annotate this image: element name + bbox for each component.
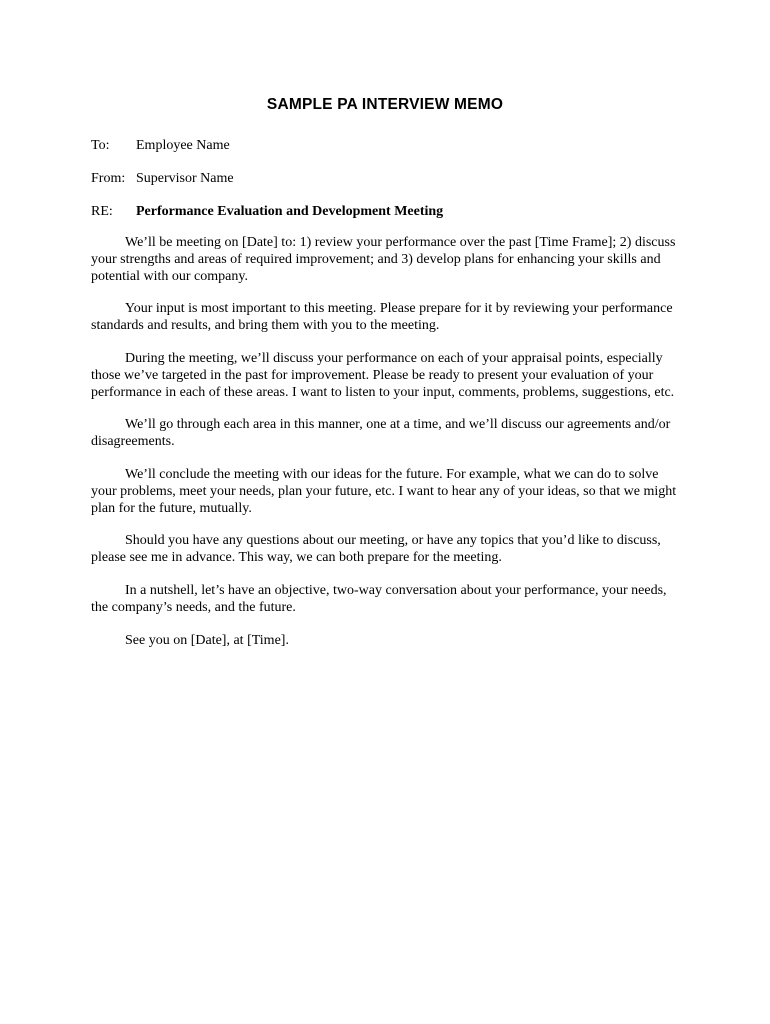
- from-label: From:: [91, 171, 126, 186]
- re-subject: Performance Evaluation and Development Meeting: [136, 204, 444, 219]
- memo-re-row: [91, 203, 443, 220]
- memo-body: [91, 235, 683, 665]
- memo-paragraph: Your input is most important to this meeting. Please prepare for it by reviewing your performance standards and results, and bring them with you to the meeting.: [91, 301, 673, 334]
- memo-title: SAMPLE PA INTERVIEW MEMO: [266, 96, 504, 113]
- memo-paragraph: In a nutshell, let’s have an objective, two-way conversation about your performance, your needs, the company’s needs, and the future.: [91, 582, 667, 615]
- to-label: To:: [91, 138, 110, 153]
- memo-paragraph: We’ll go through each area in this manner, one at a time, and we’ll discuss our agreements and/or disagreements.: [91, 417, 671, 450]
- memo-paragraph: See you on [Date], at [Time].: [125, 632, 289, 648]
- from-value: Supervisor Name: [136, 171, 234, 186]
- memo-paragraph: We’ll be meeting on [Date] to: 1) review your performance over the past [Time Frame]; 2) discuss your strengths and areas of required improvement; and 3) develop plans for enhancing your skills and potential with our company.: [91, 235, 676, 284]
- memo-paragraph: During the meeting, we’ll discuss your performance on each of your appraisal points, especially those we’ve targeted in the past for improvement. Please be ready to present your evaluation of your performance in each of these areas. I want to listen to your input, comments, problems, suggestions, etc.: [91, 350, 675, 400]
- to-value: Employee Name: [136, 138, 230, 153]
- memo-paragraph: Should you have any questions about our meeting, or have any topics that you’d like to discuss, please see me in advance. This way, we can both prepare for the meeting.: [91, 533, 661, 566]
- re-label: RE:: [91, 204, 113, 219]
- memo-paragraph: We’ll conclude the meeting with our ideas for the future. For example, what we can do to solve your problems, meet your needs, plan your future, etc. I want to hear any of your ideas, so that we might plan for the future, mutually.: [91, 466, 677, 516]
- memo-to-row: [91, 137, 230, 154]
- memo-from-row: [91, 170, 234, 187]
